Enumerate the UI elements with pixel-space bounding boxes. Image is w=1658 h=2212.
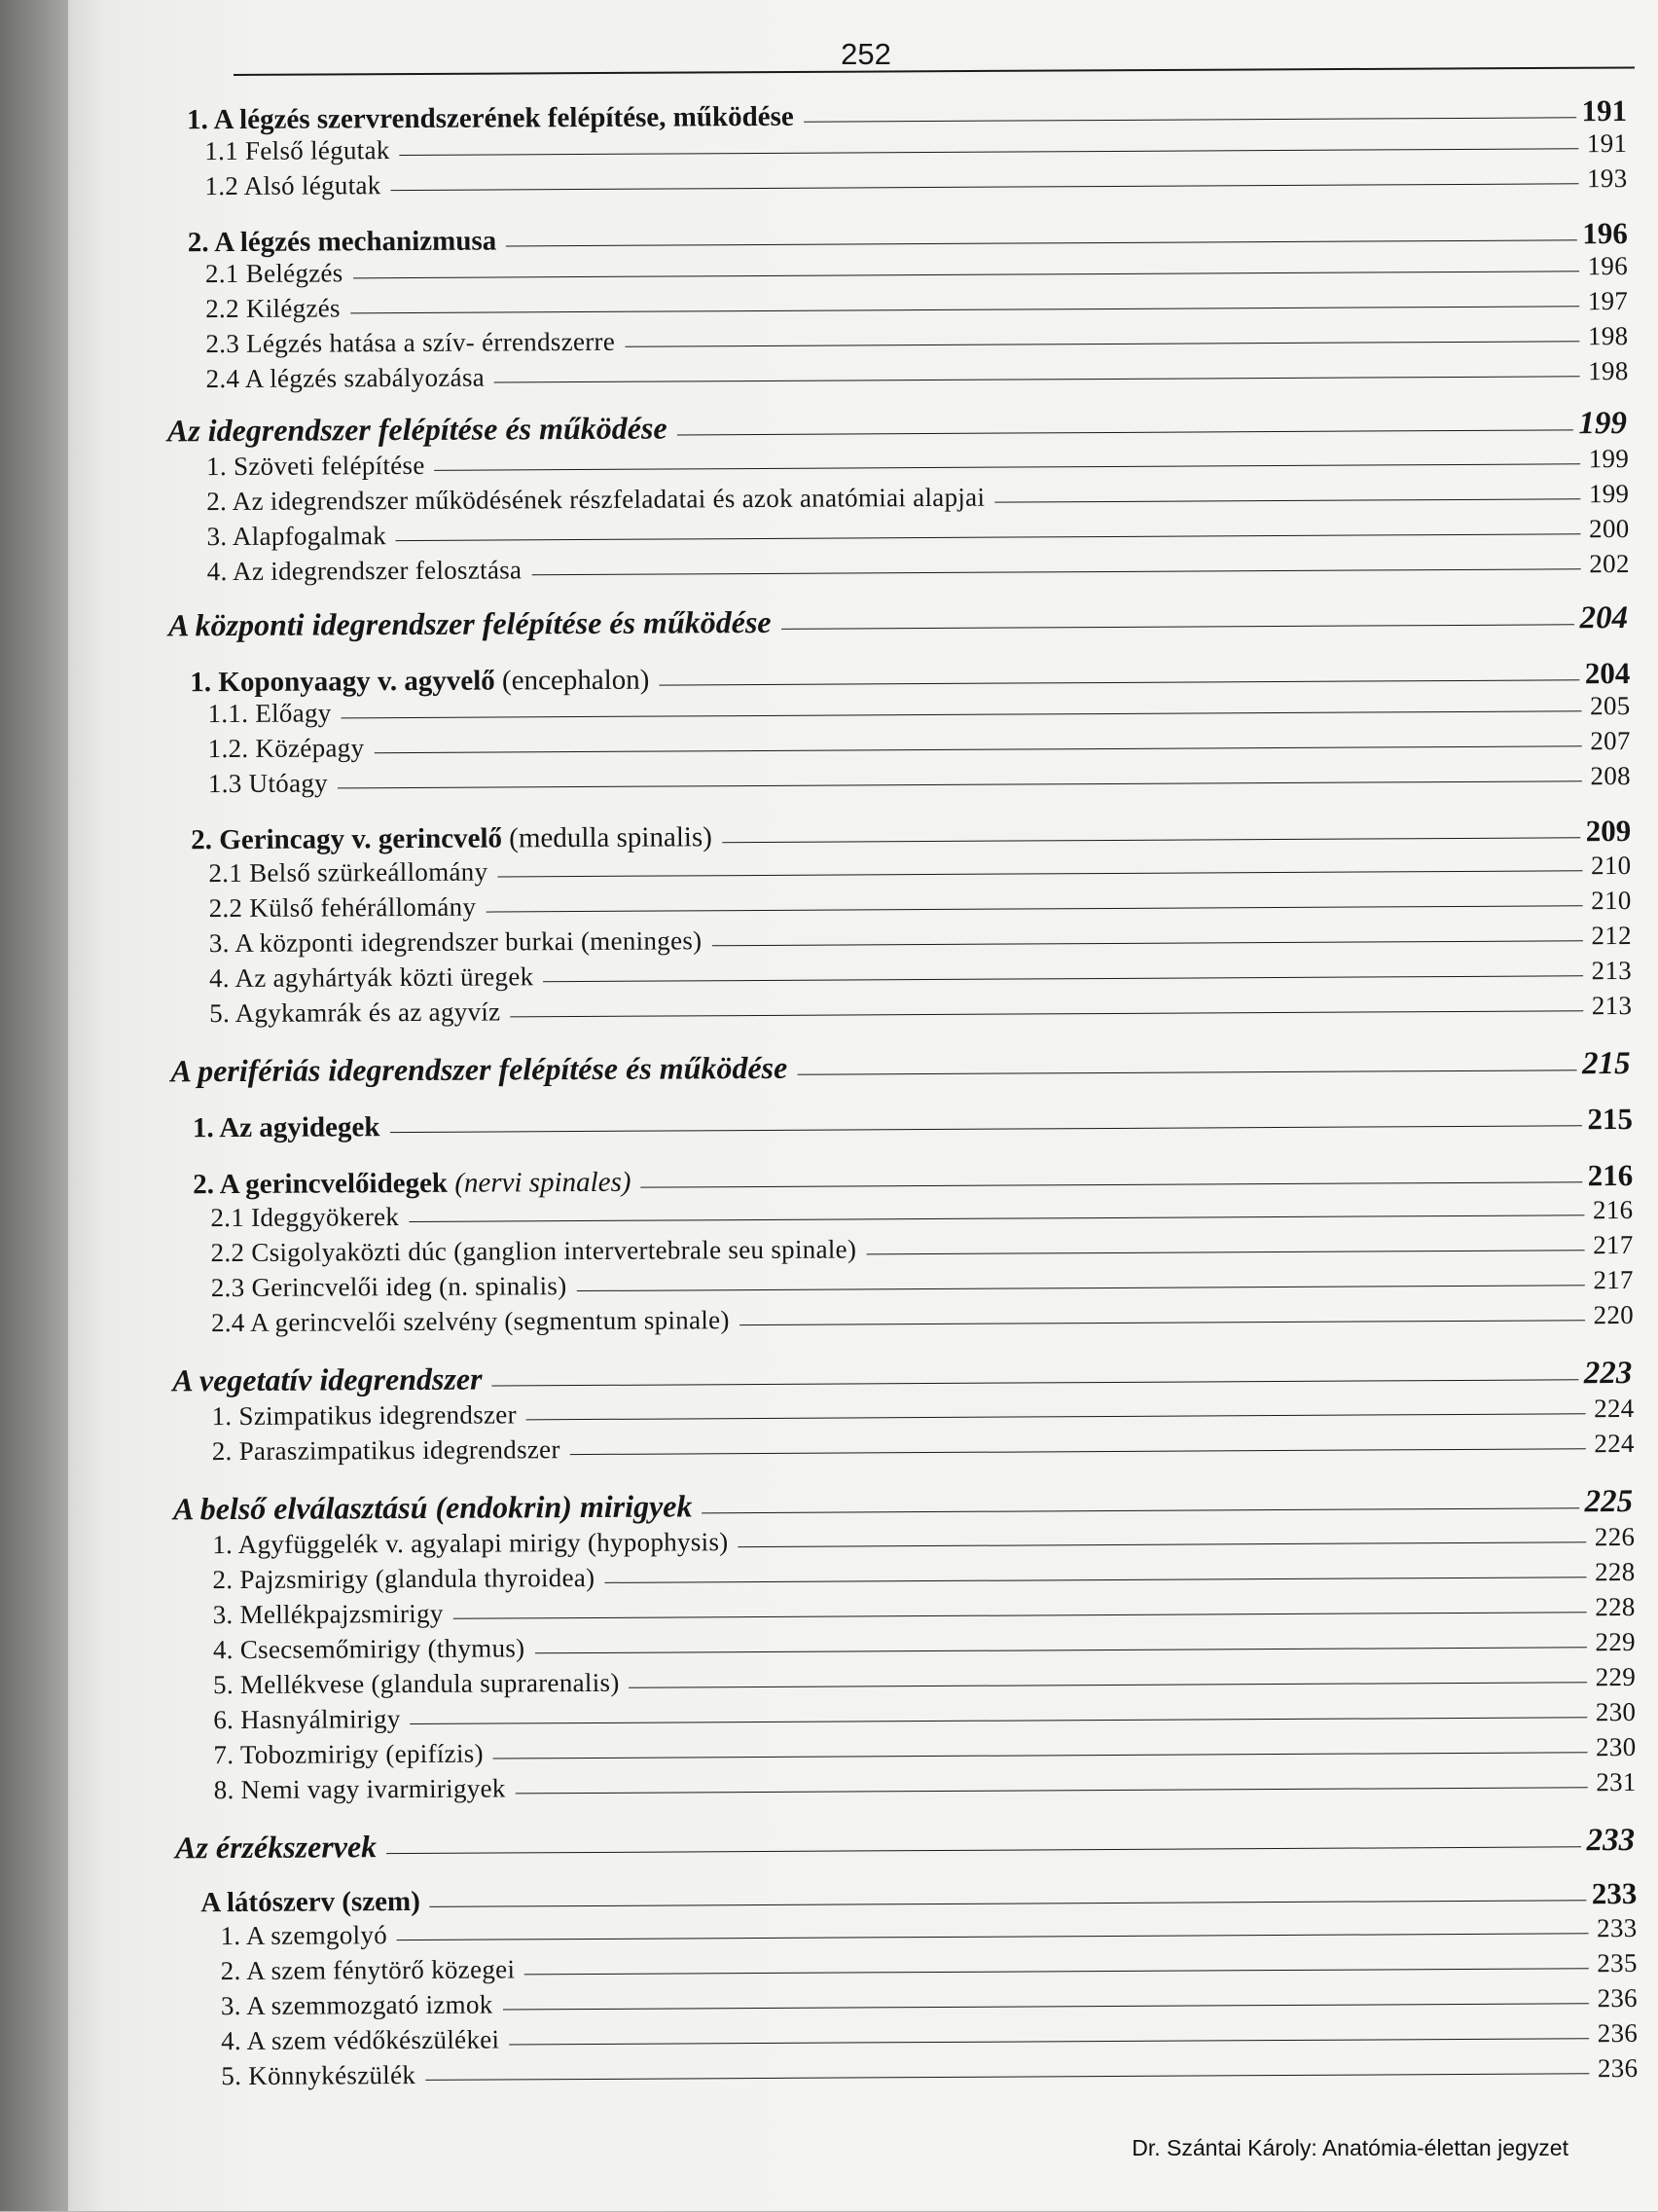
toc-leader — [781, 624, 1574, 630]
toc-entry-page: 204 — [1579, 600, 1629, 636]
toc-entry-chapter — [200, 1876, 1637, 1917]
toc-entry-subsection — [206, 356, 1629, 397]
toc-entry-page: 193 — [1586, 163, 1628, 194]
toc-entry-title: A központi idegrendszer felépítése és működése — [167, 603, 772, 643]
toc-entry-page: 191 — [1586, 128, 1628, 159]
toc-entry-title: 6. Hasnyálmirigy — [213, 1704, 401, 1735]
toc-entry-title: 2.3 Gerincvelői ideg (n. spinalis) — [210, 1271, 567, 1303]
toc-leader — [534, 1647, 1586, 1653]
toc-entry-chapter — [190, 656, 1630, 697]
toc-leader — [425, 2073, 1589, 2081]
toc-leader — [430, 1900, 1586, 1907]
toc-leader — [374, 745, 1581, 753]
toc-entry-page: 209 — [1585, 813, 1632, 849]
toc-leader — [409, 1215, 1584, 1222]
toc-entry-page: 196 — [1587, 250, 1629, 281]
toc-entry-page: 217 — [1593, 1229, 1634, 1260]
toc-entry-subsection — [213, 1627, 1636, 1668]
toc-entry-title: 2.2 Kilégzés — [205, 293, 341, 324]
toc-entry-title: 2.1 Belégzés — [204, 258, 343, 289]
toc-entry-title: 2. Pajzsmirigy (glandula thyroidea) — [212, 1562, 595, 1595]
toc-entry-title: 2.1 Belső szürkeállomány — [208, 856, 488, 888]
toc-entry-title: 4. Csecsemőmirigy (thymus) — [212, 1633, 525, 1665]
toc-entry-title: 1. Szöveti felépítése — [206, 450, 425, 482]
toc-entry-chapter — [187, 93, 1627, 134]
toc-leader — [543, 975, 1583, 982]
toc-entry-subsection — [209, 921, 1632, 961]
toc-entry-subsection — [208, 851, 1631, 891]
toc-entry-subsection — [212, 1429, 1635, 1469]
toc-entry-page: 226 — [1594, 1521, 1636, 1552]
toc-entry-page: 210 — [1590, 850, 1632, 881]
toc-entry-subsection — [220, 1913, 1637, 1954]
toc-entry-part — [172, 1355, 1632, 1396]
toc-entry-chapter — [188, 216, 1628, 257]
toc-entry-title: 2. Paraszimpatikus idegrendszer — [211, 1434, 560, 1467]
toc-leader — [342, 710, 1582, 718]
toc-entry-subsection — [209, 956, 1632, 997]
toc-entry-page: 198 — [1588, 355, 1629, 386]
toc-leader — [492, 1379, 1578, 1386]
toc-entry-page: 216 — [1587, 1157, 1634, 1193]
toc-entry-subsection — [211, 1300, 1634, 1341]
toc-leader — [400, 148, 1579, 156]
toc-entry-part — [167, 599, 1629, 643]
toc-entry-page: 208 — [1590, 760, 1631, 791]
toc-entry-title: 5. Mellékvese (glandula suprarenalis) — [213, 1667, 620, 1700]
toc-leader — [804, 117, 1576, 122]
toc-leader — [711, 940, 1582, 946]
toc-entry-page: 212 — [1591, 920, 1632, 951]
toc-entry-title: 5. Agykamrák és az agyvíz — [209, 997, 501, 1029]
toc-entry-subsection — [207, 691, 1630, 732]
toc-entry-page: 197 — [1587, 285, 1629, 316]
toc-entry-title: A perifériás idegrendszer felépítése és működése — [170, 1049, 788, 1089]
toc-leader — [494, 376, 1580, 382]
toc-entry-page: 229 — [1595, 1661, 1637, 1692]
toc-leader — [391, 183, 1579, 191]
toc-entry-subsection — [206, 479, 1629, 520]
toc-entry-title: 1.1 Felső légutak — [204, 135, 390, 166]
toc-leader — [397, 1933, 1589, 1940]
toc-entry-page: 228 — [1594, 1556, 1636, 1587]
toc-leader — [641, 1181, 1582, 1187]
toc-entry-page: 204 — [1584, 655, 1631, 691]
toc-entry-subsection — [208, 761, 1631, 802]
toc-entry-title: 3. Alapfogalmak — [206, 521, 387, 552]
toc-entry-page: 224 — [1594, 1393, 1635, 1424]
toc-entry-page: 223 — [1583, 1355, 1633, 1392]
table-of-contents — [67, 0, 1658, 2212]
toc-entry-subsection — [211, 1265, 1634, 1306]
toc-entry-subsection — [213, 1662, 1636, 1703]
toc-entry-page: 225 — [1584, 1483, 1634, 1520]
toc-leader — [866, 1250, 1584, 1254]
toc-entry-part — [172, 1483, 1634, 1527]
toc-entry-subsection — [221, 2053, 1638, 2094]
toc-entry-page: 199 — [1588, 478, 1630, 509]
toc-entry-page: 207 — [1590, 725, 1631, 756]
toc-entry-title: 1. Koponyaagy v. agyvelő — [190, 665, 495, 699]
toc-leader — [353, 271, 1579, 278]
toc-entry-title: 3. A központi idegrendszer burkai (meninges) — [208, 925, 703, 959]
toc-entry-page: 216 — [1592, 1194, 1634, 1225]
book-page — [68, 0, 1658, 2211]
toc-entry-title: 1. A légzés szervrendszerének felépítése, működése — [187, 100, 794, 136]
toc-entry-title: 4. Az idegrendszer felosztása — [206, 555, 523, 587]
toc-entry-page: 191 — [1581, 93, 1628, 128]
toc-entry-title: 2.3 Légzés hatása a szív- érrendszerre — [205, 326, 616, 359]
toc-entry-page: 236 — [1597, 1982, 1639, 2013]
toc-entry-title: 3. Mellékpajzsmirigy — [212, 1598, 444, 1630]
toc-entry-title: A látószerv (szem) — [200, 1885, 420, 1919]
toc-entry-page: 230 — [1595, 1696, 1637, 1727]
toc-entry-title: 2.2 Csigolyaközti dúc (ganglion intervertebrale seu spinale) — [210, 1234, 857, 1268]
toc-entry-page: 224 — [1594, 1428, 1635, 1459]
toc-entry-title: 1.2. Középagy — [207, 733, 365, 764]
toc-entry-subsection — [221, 1948, 1638, 1989]
toc-entry-subsection — [209, 991, 1632, 1032]
toc-leader — [797, 1070, 1576, 1074]
toc-leader — [453, 1612, 1587, 1619]
toc-entry-title: 2. Az idegrendszer működésének részfeladatai és azok anatómiai alapjai — [206, 482, 986, 517]
toc-leader — [739, 1541, 1587, 1547]
toc-entry-title: 2. A gerincvelőidegek — [193, 1167, 449, 1201]
toc-entry-title: 2. A szem fénytörő közegei — [220, 1954, 516, 1986]
toc-entry-subsection — [207, 549, 1630, 590]
toc-entry-subsection — [204, 163, 1627, 204]
toc-entry-subtitle: (encephalon) — [501, 664, 650, 697]
toc-leader — [493, 1752, 1588, 1759]
toc-entry-subsection — [213, 1732, 1636, 1773]
toc-entry-subsection — [210, 1195, 1633, 1236]
toc-entry-page: 202 — [1589, 548, 1630, 579]
toc-entry-page: 229 — [1595, 1626, 1636, 1657]
toc-entry-page: 233 — [1597, 1912, 1638, 1943]
toc-leader — [630, 1682, 1588, 1687]
toc-entry-page: 217 — [1593, 1264, 1634, 1295]
toc-entry-page: 235 — [1597, 1947, 1638, 1978]
toc-entry-chapter — [191, 814, 1631, 854]
toc-entry-subsection — [205, 321, 1628, 362]
toc-entry-title: 1. Szimpatikus idegrendszer — [211, 1399, 517, 1432]
toc-entry-page: 233 — [1591, 1875, 1638, 1911]
toc-entry-subsection — [206, 444, 1629, 485]
toc-entry-title: 1. A szemgolyó — [220, 1920, 388, 1951]
toc-entry-subsection — [214, 1767, 1637, 1808]
toc-entry-title: 1.2 Alsó légutak — [204, 170, 381, 201]
toc-leader — [389, 1125, 1581, 1133]
toc-entry-title: 8. Nemi vagy ivarmirigyek — [213, 1773, 506, 1805]
toc-entry-page: 199 — [1578, 406, 1627, 442]
toc-entry-subsection — [205, 251, 1628, 292]
toc-entry-page: 200 — [1589, 513, 1630, 544]
page-number: 252 — [841, 37, 891, 71]
toc-entry-page: 210 — [1591, 885, 1632, 916]
toc-entry-title: 2.2 Külső fehérállomány — [208, 891, 477, 924]
toc-leader — [677, 429, 1573, 435]
toc-leader — [486, 905, 1582, 912]
toc-entry-page: 213 — [1591, 990, 1633, 1021]
toc-leader — [604, 1577, 1586, 1583]
toc-entry-chapter — [193, 1158, 1633, 1199]
toc-leader — [722, 837, 1580, 843]
toc-entry-page: 230 — [1595, 1731, 1637, 1762]
toc-entry-title: 2.4 A gerincvelői szelvény (segmentum spinale) — [210, 1305, 730, 1338]
toc-entry-subsection — [212, 1522, 1635, 1563]
toc-entry-title: 2.4 A légzés szabályozása — [205, 362, 486, 394]
toc-entry-title: Az érzékszervek — [174, 1829, 378, 1866]
toc-entry-title: 4. A szem védőkészülékei — [221, 2024, 500, 2056]
toc-entry-title: 2.1 Ideggyökerek — [210, 1202, 400, 1233]
toc-leader — [396, 533, 1581, 541]
toc-entry-subsection — [208, 726, 1631, 767]
toc-leader — [497, 870, 1582, 877]
toc-leader — [516, 1787, 1588, 1794]
toc-leader — [506, 239, 1576, 246]
toc-leader — [350, 306, 1579, 313]
toc-entry-title: A belső elválasztású (endokrin) mirigyek — [172, 1488, 693, 1527]
toc-entry-title: 1.1. Előagy — [207, 698, 332, 729]
toc-entry-title: 3. A szemmozgató izmok — [220, 1989, 493, 2021]
toc-leader — [386, 1846, 1580, 1854]
toc-entry-subsection — [205, 286, 1628, 327]
toc-entry-title: 1.3 Utóagy — [207, 768, 329, 799]
toc-entry-title: A vegetatív idegrendszer — [172, 1360, 483, 1398]
toc-entry-page: 236 — [1597, 2052, 1639, 2084]
toc-entry-subsection — [211, 1230, 1634, 1271]
toc-leader — [702, 1507, 1578, 1513]
toc-entry-subsection — [211, 1394, 1634, 1434]
toc-entry-page: 215 — [1587, 1101, 1633, 1137]
toc-leader — [739, 1320, 1585, 1325]
toc-entry-page: 220 — [1593, 1299, 1635, 1330]
toc-leader — [576, 1285, 1584, 1291]
toc-entry-subsection — [221, 1983, 1638, 2024]
toc-entry-subsection — [209, 886, 1632, 926]
book-spine-shadow — [0, 0, 68, 2211]
toc-entry-title: 5. Könnykészülék — [221, 2059, 416, 2091]
toc-entry-page: 233 — [1586, 1822, 1636, 1859]
toc-leader — [435, 463, 1581, 471]
toc-entry-chapter — [193, 1102, 1633, 1142]
toc-leader — [524, 1968, 1589, 1975]
toc-entry-page: 231 — [1596, 1766, 1637, 1797]
toc-entry-subtitle: (nervi spinales) — [454, 1166, 631, 1199]
toc-leader — [509, 2038, 1589, 2045]
toc-entry-title: Az idegrendszer felépítése és működése — [166, 410, 667, 449]
toc-entry-subsection — [212, 1557, 1635, 1598]
toc-entry-subsection — [204, 128, 1627, 169]
toc-entry-page: 198 — [1587, 320, 1629, 351]
toc-entry-part — [166, 405, 1627, 449]
toc-leader — [659, 679, 1578, 685]
toc-entry-title: 7. Tobozmirigy (epifízis) — [213, 1738, 484, 1770]
toc-entry-page: 196 — [1582, 216, 1628, 251]
toc-leader — [338, 780, 1582, 788]
page-footer: Dr. Szántai Károly: Anatómia-élettan jegyzet — [1132, 2135, 1568, 2160]
toc-entry-title: 1. Agyfüggelék v. agyalapi mirigy (hypophysis) — [212, 1527, 729, 1560]
toc-leader — [411, 1717, 1588, 1724]
toc-leader — [625, 341, 1579, 346]
toc-entry-title: 2. Gerincagy v. gerincvelő — [191, 822, 503, 856]
toc-entry-page: 213 — [1591, 955, 1633, 986]
toc-leader — [531, 568, 1580, 575]
toc-entry-subsection — [221, 2018, 1638, 2059]
toc-leader — [503, 2003, 1589, 2010]
toc-entry-page: 236 — [1597, 2017, 1639, 2049]
toc-entry-part — [174, 1822, 1636, 1866]
toc-entry-page: 215 — [1581, 1045, 1631, 1082]
toc-entry-title: 2. A légzés mechanizmusa — [187, 225, 497, 259]
toc-entry-subtitle: (medulla spinalis) — [509, 821, 712, 854]
toc-entry-subsection — [213, 1592, 1636, 1633]
toc-entry-subsection — [213, 1697, 1636, 1738]
toc-leader — [994, 498, 1580, 502]
toc-entry-page: 199 — [1588, 443, 1630, 474]
toc-entry-page: 205 — [1590, 690, 1631, 721]
toc-entry-page: 228 — [1595, 1591, 1636, 1622]
toc-entry-title: 4. Az agyhártyák közti üregek — [208, 961, 534, 994]
toc-leader — [526, 1413, 1586, 1420]
toc-leader — [510, 1010, 1583, 1017]
toc-entry-subsection — [206, 514, 1629, 555]
toc-entry-part — [170, 1045, 1631, 1089]
toc-leader — [570, 1448, 1586, 1455]
toc-entry-title: 1. Az agyidegek — [192, 1111, 380, 1144]
